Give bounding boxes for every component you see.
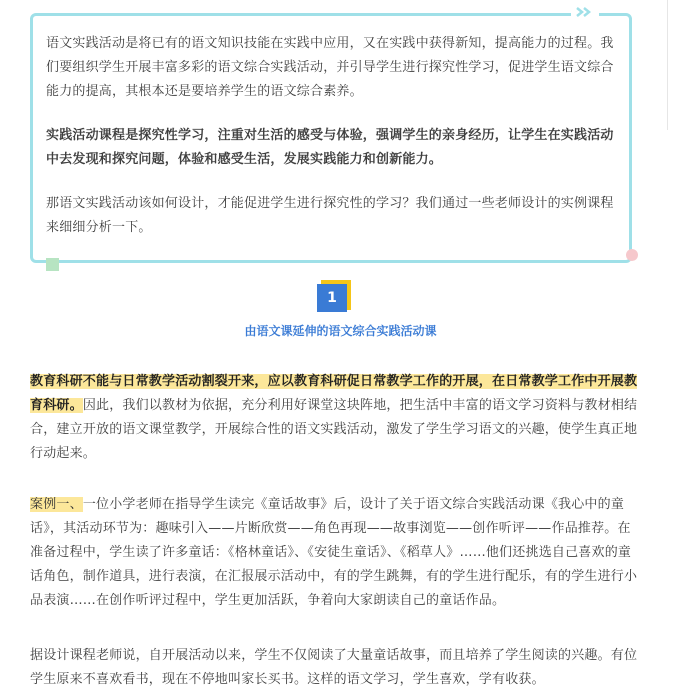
paragraph-text: 一位小学老师在指导学生读完《童话故事》后，设计了关于语文综合实践活动课《我心中的童话》，其活动环节为：趣味引入——片断欣赏——角色再现——故事浏览——创作听评——作品推荐。在准备过程中，学生读了许多童话：《格林童话》、《安徒生童话》、《稻草人》……他们还挑选自己喜欢的童话角色，制作道具，进行表演，在汇报展示活动中，有的学生跳舞，有的学生进行配乐，有的学生进行小品表演……在创作听评过程中，学生更加活跃，争着向大家朗读自己的童话作品。 — [30, 497, 638, 608]
paragraph-text: 因此，我们以教材为依据，充分利用好课堂这块阵地，把生活中丰富的语文学习资料与教材相结合，建立开放的语文课堂教学，开展综合性的语文实践活动，激发了学生学习语文的兴趣，使学生真正地行动起来。 — [30, 398, 638, 461]
intro-paragraph-3: 那语文实践活动该如何设计，才能促进学生进行探究性的学习？我们通过一些老师设计的实例课程来细细分析一下。 — [46, 196, 614, 235]
body-paragraph-2 — [30, 493, 640, 613]
intro-box — [30, 13, 632, 263]
case-label: 案例一、 — [30, 497, 83, 512]
decor-dot — [626, 249, 638, 261]
decor-square — [46, 258, 59, 271]
intro-paragraph-2: 实践活动课程是探究性学习，注重对生活的感受与体验，强调学生的亲身经历，让学生在实践活动中去发现和探究问题，体验和感受生活，发展实践能力和创新能力。 — [46, 128, 614, 167]
intro-content — [46, 32, 624, 260]
section-number: 1 — [317, 284, 347, 312]
side-divider — [667, 0, 668, 130]
body-paragraph-3: 据设计课程老师说，自开展活动以来，学生不仅阅读了大量童话故事，而且培养了学生阅读的兴趣。有位学生原来不喜欢看书，现在不停地叫家长买书。这样的语文学习，学生喜欢，学有收获。 — [30, 648, 638, 687]
double-chevron-icon — [571, 6, 599, 18]
section-title: 由语文课延伸的语文综合实践活动课 — [244, 324, 437, 338]
intro-paragraph-1: 语文实践活动是将已有的语文知识技能在实践中应用，又在实践中获得新知，提高能力的过程。我们要组织学生开展丰富多彩的语文综合实践活动，并引导学生进行探究性学习，促进学生语文综合能力的提高，其根本还是要培养学生的语文综合素养。 — [46, 36, 614, 99]
highlighted-lead: 教育科研不能与日常教学活动割裂开来，应以教育科研促日常教学工作的开展，在日常教学工作中开展教育科研。 — [30, 374, 638, 413]
section-number-badge — [317, 280, 351, 314]
body-paragraph-1 — [30, 370, 640, 466]
